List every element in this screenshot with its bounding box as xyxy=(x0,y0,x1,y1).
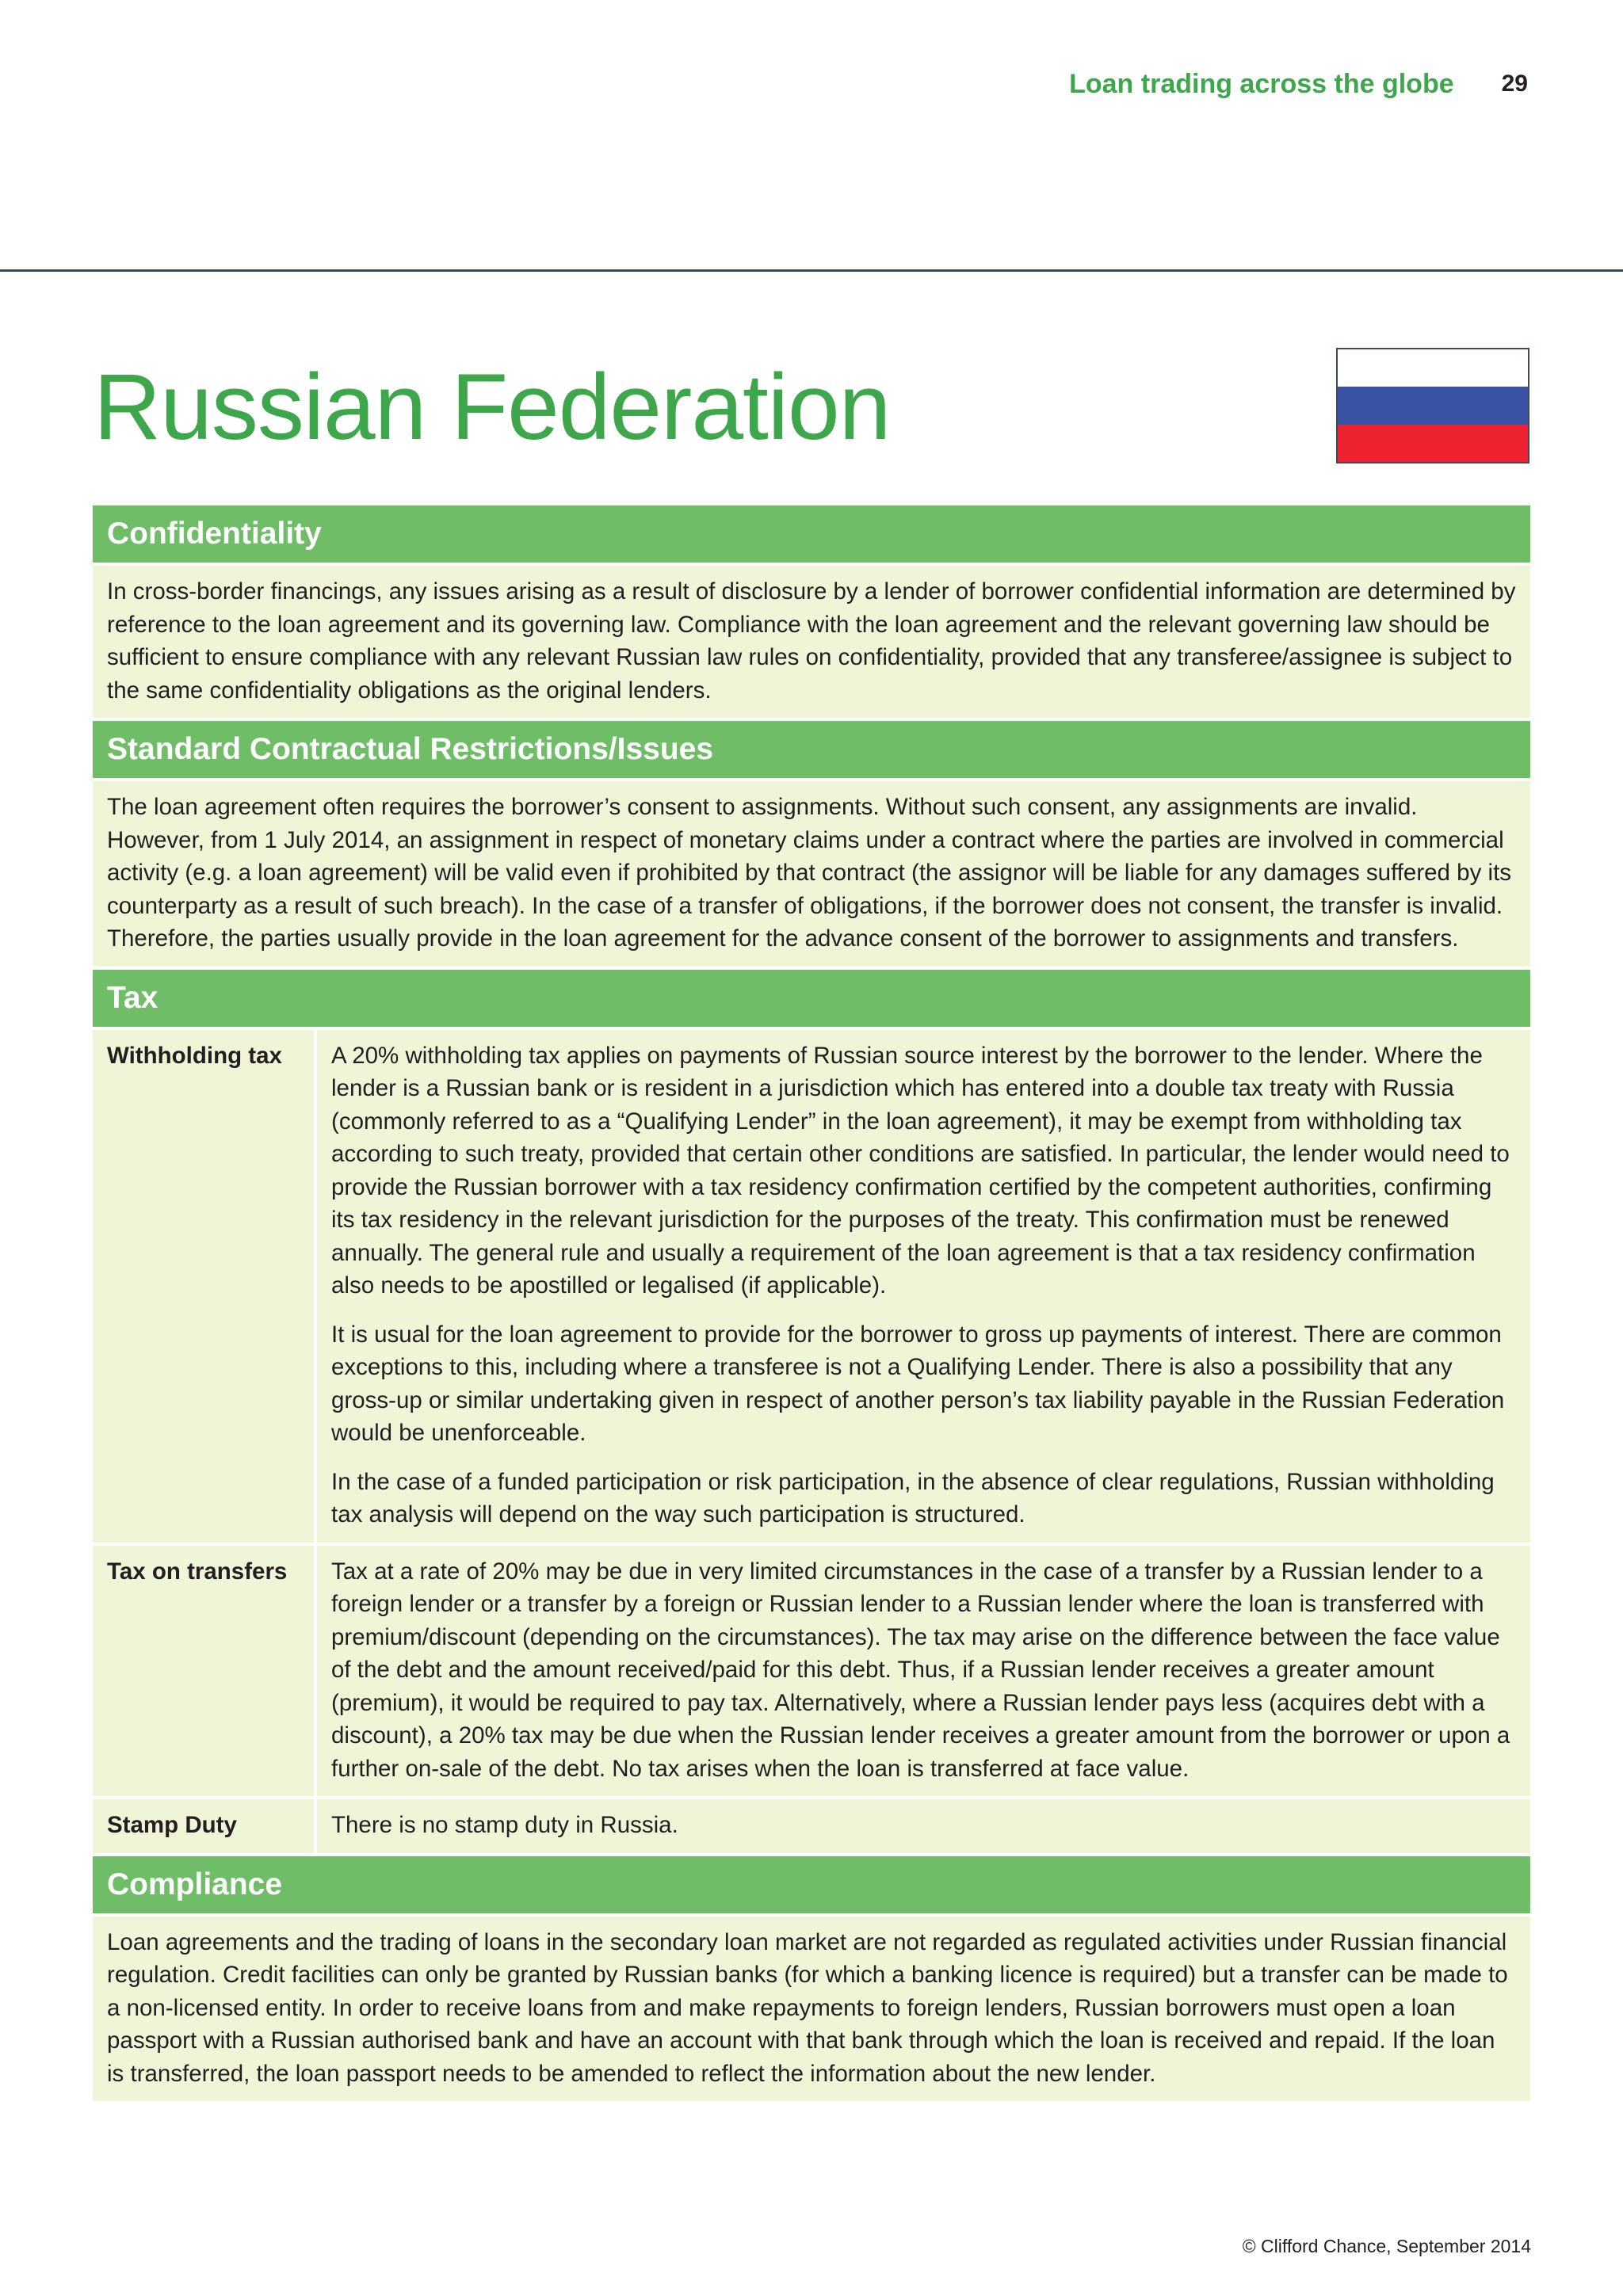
stamp-duty-paragraph-1: There is no stamp duty in Russia. xyxy=(331,1812,678,1838)
restrictions-text: The loan agreement often requires the borrower’s consent to assignments. Without such consent, any assignments are invalid. However, from 1 July 2014, an assignment in respect of monetary claims under a contract where the parties are involved in commercial activity (e.g. a loan agreement) will be valid even if prohibited by that contract (the assignor will be liable for any damages suffered by its counterparty as a result of such breach). In the case of a transfer of obligations, if the borrower does not consent, the transfer is invalid. Therefore, the parties usually provide in the loan agreement for the advance consent of the borrower to assignments and transfers. xyxy=(107,794,1512,952)
tax-row-transfers xyxy=(93,1546,1530,1797)
section-header-tax: Tax xyxy=(93,970,1530,1027)
withholding-paragraph-3: In the case of a funded participation or risk participation, in the absence of clear regulations, Russian withholding tax analysis will depend on the way such participation is structured. xyxy=(331,1468,1495,1527)
section-header-confidentiality: Confidentiality xyxy=(93,505,1530,563)
transfers-paragraph-1: Tax at a rate of 20% may be due in very limited circumstances in the case of a transfer by a Russian lender to a foreign lender or a transfer by a foreign or Russian lender to a Russian lender where the loan is transferred with premium/discount (depending on the circumstances). The tax may arise on the difference between the face value of the debt and the amount received/paid for this debt. Thus, if a Russian lender receives a greater amount (premium), it would be required to pay tax. Alternatively, where a Russian lender pays less (acquires debt with a discount), a 20% tax may be due when the Russian lender receives a greater amount from the borrower or upon a further on-sale of the debt. No tax arises when the loan is transferred at face value. xyxy=(331,1558,1510,1782)
page-title: Russian Federation xyxy=(94,355,891,460)
section-body-confidentiality xyxy=(93,566,1530,718)
withholding-paragraph-2: It is usual for the loan agreement to provide for the borrower to gross up payments of interest. There are common exceptions to this, including where a transferee is not a Qualifying Lender. There is also a possibility that any gross-up or similar undertaking given in respect of another person’s tax liability payable in the Russian Federation would be unenforceable. xyxy=(331,1321,1505,1446)
confidentiality-text: In cross-border financings, any issues arising as a result of disclosure by a lender of borrower confidential information are determined by reference to the loan agreement and its governing law. Compliance with the loan agreement and the relevant governing law should be sufficient to ensure compliance with any relevant Russian law rules on confidentiality, provided that any transferee/assignee is subject to the same confidentiality obligations as the original lenders. xyxy=(107,578,1516,704)
tax-label-withholding: Withholding tax xyxy=(93,1030,314,1543)
russian-flag-icon xyxy=(1336,348,1529,463)
section-header-restrictions: Standard Contractual Restrictions/Issues xyxy=(93,721,1530,778)
tax-label-stamp-duty: Stamp Duty xyxy=(93,1799,314,1853)
tax-text-withholding xyxy=(317,1030,1530,1543)
page-number: 29 xyxy=(1501,71,1528,97)
tax-label-transfers: Tax on transfers xyxy=(93,1546,314,1797)
section-body-restrictions xyxy=(93,781,1530,967)
header-rule xyxy=(0,269,1623,272)
flag-stripe-white xyxy=(1338,349,1528,387)
withholding-paragraph-1: A 20% withholding tax applies on payments of Russian source interest by the borrower to the lender. Where the lender is a Russian bank or is resident in a jurisdiction which has entered into a double tax treaty with Russia (commonly referred to as a “Qualifying Lender” in the loan agreement), it may be exempt from withholding tax according to such treaty, provided that certain other conditions are satisfied. In particular, the lender would need to provide the Russian borrower with a tax residency confirmation certified by the competent authorities, confirming its tax residency in the relevant jurisdiction for the purposes of the treaty. This confirmation must be renewed annually. The general rule and usually a requirement of the loan agreement is that a tax residency confirmation also needs to be apostilled or legalised (if applicable). xyxy=(331,1042,1510,1299)
tax-row-stamp-duty xyxy=(93,1799,1530,1853)
flag-stripe-red xyxy=(1338,425,1528,462)
tax-text-stamp-duty xyxy=(317,1799,1530,1853)
tax-text-transfers xyxy=(317,1546,1530,1797)
tax-row-withholding xyxy=(93,1030,1530,1543)
running-header xyxy=(1069,68,1528,100)
section-body-compliance xyxy=(93,1917,1530,2102)
compliance-text: Loan agreements and the trading of loans in the secondary loan market are not regarded as regulated activities under Russian financial regulation. Credit facilities can only be granted by Russian banks (for which a banking licence is required) but a transfer can be made to a non-licensed entity. In order to receive loans from and make repayments to foreign lenders, Russian borrowers must open a loan passport with a Russian authorised bank and have an account with that bank through which the loan is received and repaid. If the loan is transferred, the loan passport needs to be amended to reflect the information about the new lender. xyxy=(107,1928,1508,2087)
footer-copyright: © Clifford Chance, September 2014 xyxy=(1242,2236,1531,2256)
running-title: Loan trading across the globe xyxy=(1069,68,1454,99)
section-header-compliance: Compliance xyxy=(93,1856,1530,1913)
flag-stripe-blue xyxy=(1338,387,1528,424)
content-table xyxy=(93,505,1530,2104)
